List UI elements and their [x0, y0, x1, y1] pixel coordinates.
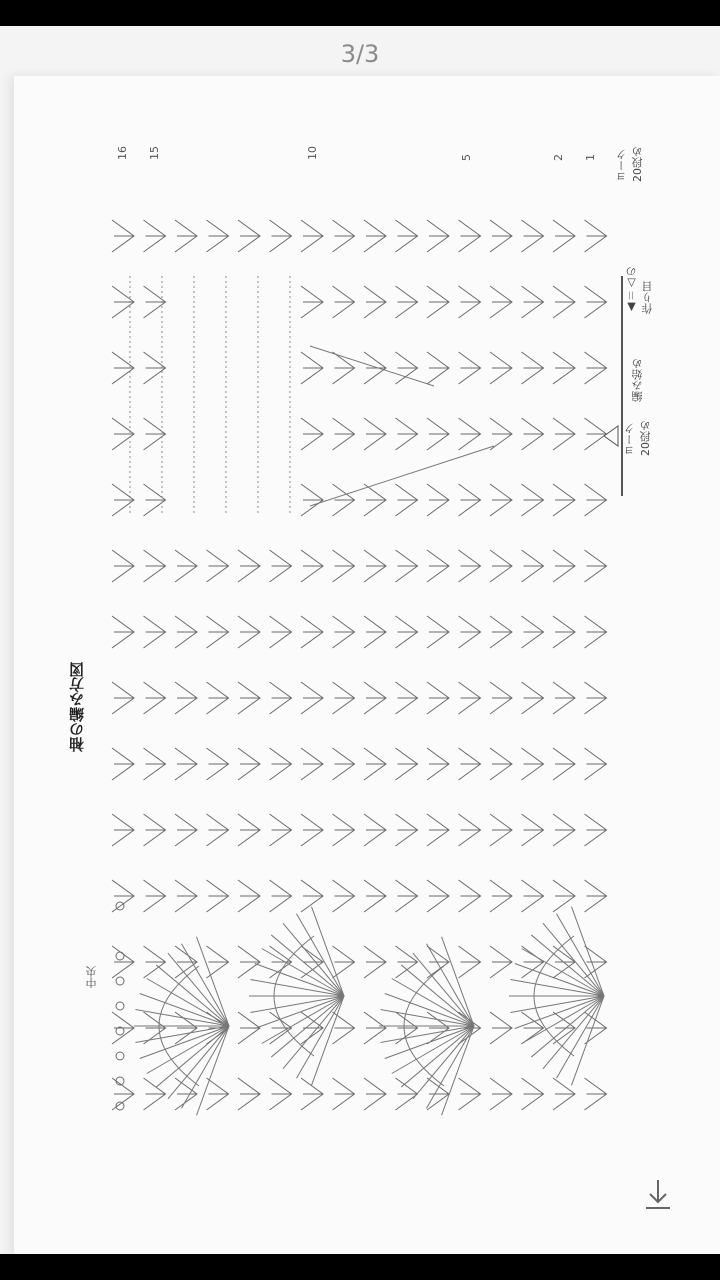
sleeve-crochet-diagram	[14, 76, 720, 1254]
fan-stitch	[427, 1026, 475, 1108]
row-label-1: 1	[584, 154, 597, 161]
yoke-row-20-label-left: ヨーク 20段め	[623, 420, 652, 456]
fan-stitch	[182, 1026, 230, 1108]
row-label-5: 5	[460, 154, 473, 161]
yoke-row-20-label-top: ヨーク 20段め	[615, 146, 644, 182]
decrease-edge	[310, 446, 494, 506]
center-label: 中央	[85, 966, 98, 988]
picot-mark	[116, 1052, 124, 1060]
page-indicator: 3/3	[340, 40, 380, 68]
picot-mark	[116, 1002, 124, 1010]
row-label-15: 15	[148, 146, 161, 160]
navigation-bar	[0, 1254, 720, 1280]
download-button[interactable]	[640, 1176, 676, 1216]
picot-mark	[116, 952, 124, 960]
fan-stitch	[557, 996, 605, 1078]
fan-stitch	[297, 914, 345, 996]
start-triangle	[604, 426, 618, 446]
foundation-label: ▲＝△の 作り目	[625, 266, 654, 314]
download-arrow-icon	[640, 1176, 676, 1216]
row-label-10: 10	[306, 146, 319, 160]
fan-stitch	[297, 996, 345, 1078]
row-label-2: 2	[552, 154, 565, 161]
crochet-chart-scan	[14, 76, 720, 1254]
fan-stitch	[427, 944, 475, 1026]
document-page[interactable]	[0, 26, 720, 1254]
start-label: 編み始め	[631, 358, 644, 402]
picot-mark	[116, 977, 124, 985]
status-bar	[0, 0, 720, 26]
row-label-16: 16	[116, 146, 129, 160]
chart-title: 袖の編み方図	[68, 662, 86, 752]
fan-stitch	[182, 944, 230, 1026]
